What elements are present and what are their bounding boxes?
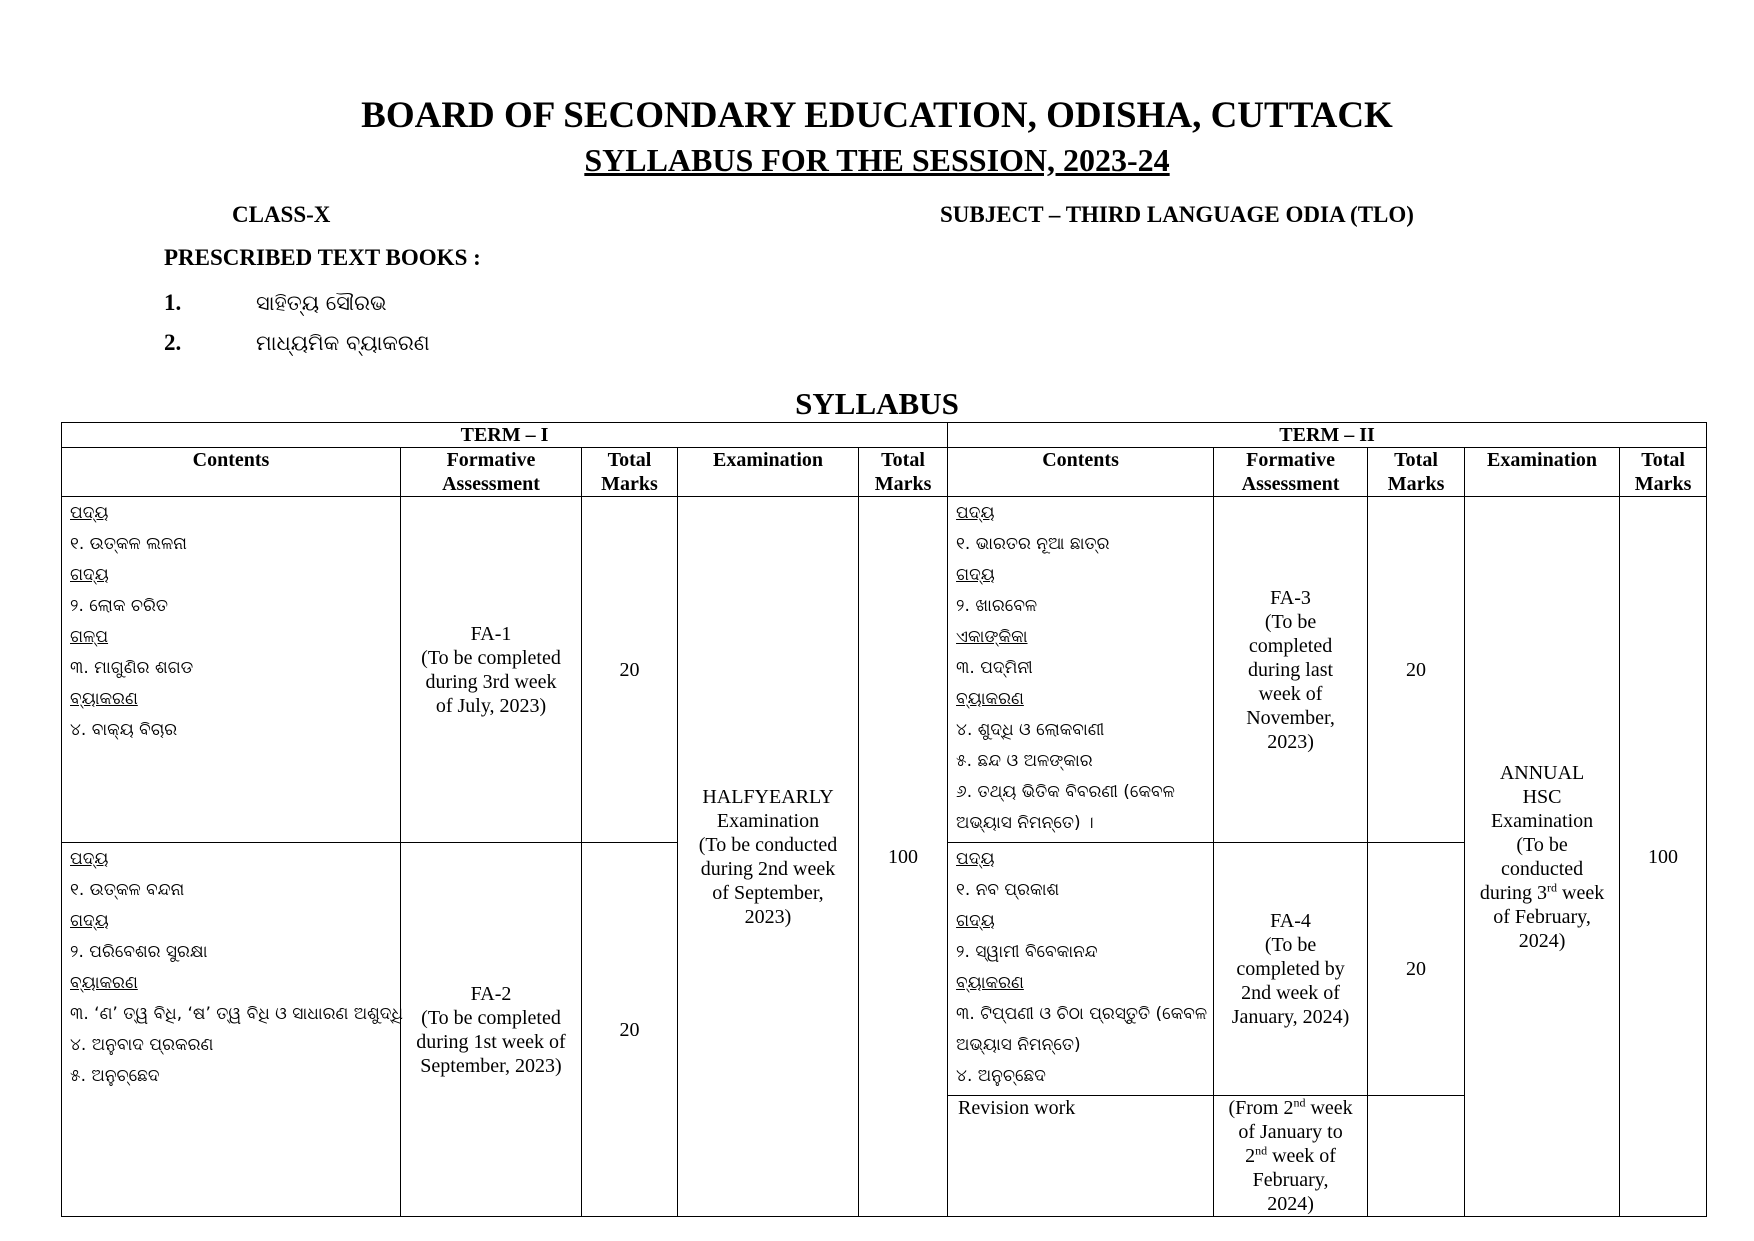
lesson-item: ୪. ଅନୁବାଦ ପ୍ରକରଣ <box>70 1035 214 1055</box>
lesson-item: ଅଭ୍ୟାସ ନିମନ୍ତେ) । <box>956 813 1094 833</box>
session-subtitle: SYLLABUS FOR THE SESSION, 2023-24 <box>584 142 1170 178</box>
lesson-item: ଅଭ୍ୟାସ ନିମନ୍ତେ) <box>956 1035 1081 1055</box>
annual-exam-cell: ANNUAL HSC Examination (To be conducted during 3rd week of February, 2024) <box>1465 497 1620 1217</box>
section-heading: ଗଦ୍ୟ <box>70 565 109 585</box>
cell-line: (To be completed <box>421 1006 561 1029</box>
cell-line: (To be completed <box>421 646 561 669</box>
cell-line: during last <box>1248 658 1334 681</box>
lesson-item: ୪. ଶୁଦ୍ଧି ଓ ଲୋକବାଣୀ <box>956 720 1105 740</box>
cell-line: of September, <box>712 881 824 904</box>
t1-block2-contents <box>62 843 401 1217</box>
t2-block1-contents <box>948 497 1214 843</box>
cell-line: week of <box>1258 682 1323 705</box>
section-heading: ବ୍ୟାକରଣ <box>956 973 1024 993</box>
book-number: 1. <box>164 290 182 315</box>
col-total-marks: Total Marks <box>1620 448 1707 497</box>
lesson-item: ୫. ଛନ୍ଦ ଓ ଅଳଙ୍କାର <box>956 751 1093 771</box>
lesson-item: ୨. ସ୍ୱାମୀ ବିବେକାନନ୍ଦ <box>956 942 1098 962</box>
t2-block2-contents <box>948 843 1214 1096</box>
lesson-item: ୨. ଖାରବେଳ <box>956 596 1038 616</box>
term1-header: TERM – I <box>62 423 948 448</box>
class-label: CLASS-X <box>232 202 331 227</box>
cell-line: Examination <box>716 809 820 832</box>
section-heading: ଗଦ୍ୟ <box>70 911 109 931</box>
term2-header: TERM – II <box>948 423 1707 448</box>
lesson-item: ୬. ତଥ୍ୟ ଭିତିକ ବିବରଣୀ (କେବଳ <box>956 782 1175 802</box>
revision-work: Revision work <box>948 1096 1214 1217</box>
section-heading: ବ୍ୟାକରଣ <box>70 689 138 709</box>
section-heading: ପଦ୍ୟ <box>956 503 995 523</box>
book-name: ମାଧ୍ୟମିକ ବ୍ୟାକରଣ <box>256 331 430 355</box>
board-title: BOARD OF SECONDARY EDUCATION, ODISHA, CUTTACK <box>361 95 1393 136</box>
cell-line: completed <box>1248 634 1333 657</box>
cell-line: 2023) <box>1267 730 1314 753</box>
col-total-marks: Total Marks <box>582 448 678 497</box>
book-item <box>164 290 387 316</box>
section-heading: ଏକାଙ୍କିକା <box>956 627 1028 647</box>
cell-line: January, 2024) <box>1231 1006 1350 1028</box>
books-heading: PRESCRIBED TEXT BOOKS : <box>164 245 481 270</box>
cell-line: November, <box>1246 706 1335 729</box>
section-heading: ପଦ୍ୟ <box>956 849 995 869</box>
cell-line: September, 2023) <box>420 1054 562 1077</box>
fa1-marks: 20 <box>582 497 678 843</box>
lesson-item: ୨. ଲୋକ ଚରିତ <box>70 596 168 616</box>
cell-line: 2023) <box>744 905 792 928</box>
cell-line: during 1st week of <box>416 1030 566 1053</box>
section-heading: ବ୍ୟାକରଣ <box>956 689 1024 709</box>
fa4-marks: 20 <box>1368 843 1465 1096</box>
cell-line: FA-2 <box>470 982 512 1005</box>
cell-line: (To be <box>1264 934 1317 956</box>
section-heading: ବ୍ୟାକରଣ <box>70 973 138 993</box>
cell-line: FA-1 <box>470 622 512 645</box>
section-heading: ଗଦ୍ୟ <box>956 911 995 931</box>
fa4-cell <box>1214 843 1368 1096</box>
lesson-item: ୩. ଟିପ୍ପଣୀ ଓ ଚିଠା ପ୍ରସ୍ତୁତି (କେବଳ <box>956 1004 1208 1024</box>
syllabus-table <box>61 422 1707 1217</box>
lesson-item: ୪. ବାକ୍ୟ ବିଚାର <box>70 720 178 740</box>
book-item <box>164 330 430 356</box>
col-total-marks: Total Marks <box>1368 448 1465 497</box>
lesson-item: ୨. ପରିବେଶର ସୁରକ୍ଷା <box>70 942 208 962</box>
cell-line: during 2nd week <box>700 857 836 880</box>
cell-line: completed by <box>1236 958 1345 980</box>
fa3-marks: 20 <box>1368 497 1465 843</box>
lesson-item: ୧. ଉତ୍କଳ ବନ୍ଦନା <box>70 880 185 900</box>
revision-marks-empty <box>1368 1096 1465 1217</box>
halfyearly-exam-cell <box>678 497 859 1217</box>
col-formative: Formative Assessment <box>401 448 582 497</box>
fa2-cell <box>401 843 582 1217</box>
col-contents: Contents <box>948 448 1214 497</box>
col-examination: Examination <box>678 448 859 497</box>
fa1-cell <box>401 497 582 843</box>
syllabus-heading: SYLLABUS <box>795 386 959 421</box>
cell-line: of July, 2023) <box>435 694 547 717</box>
cell-line: (To be <box>1264 610 1317 633</box>
section-heading: ଗଳ୍ପ <box>70 627 109 647</box>
fa2-marks: 20 <box>582 843 678 1217</box>
fa3-cell <box>1214 497 1368 843</box>
cell-line: 2nd week of <box>1241 982 1340 1004</box>
lesson-item: ୩. ମାଗୁଣିର ଶଗଡ <box>70 658 194 678</box>
col-examination: Examination <box>1465 448 1620 497</box>
subject-label: SUBJECT – THIRD LANGUAGE ODIA (TLO) <box>940 202 1414 227</box>
section-heading: ପଦ୍ୟ <box>70 503 109 523</box>
lesson-item: ୧. ନବ ପ୍ରକାଶ <box>956 880 1060 900</box>
revision-period: (From 2nd week of January to 2nd week of February, 2024) <box>1214 1096 1368 1217</box>
annual-marks: 100 <box>1620 497 1707 1217</box>
section-heading: ଗଦ୍ୟ <box>956 565 995 585</box>
halfyearly-marks: 100 <box>859 497 948 1217</box>
lesson-item: ୧. ଭାରତର ନୂଆ ଛାତ୍ର <box>956 534 1110 554</box>
lesson-item: ୪. ଅନୁଚ୍ଛେଦ <box>956 1066 1046 1086</box>
col-contents: Contents <box>62 448 401 497</box>
col-formative: Formative Assessment <box>1214 448 1368 497</box>
lesson-item: ୩. ‘ଣ’ ତ୍ୱ ବିଧି, ‘ଷ’ ତ୍ୱ ବିଧି ଓ ସାଧାରଣ ଅଶୁଦ୍ଧି <box>70 1004 403 1024</box>
cell-line: HALFYEARLY <box>702 785 834 808</box>
book-number: 2. <box>164 330 182 355</box>
cell-line: FA-3 <box>1270 586 1311 609</box>
col-total-marks: Total Marks <box>859 448 948 497</box>
t1-block1-contents <box>62 497 401 843</box>
lesson-item: ୩. ପଦ୍ମିନୀ <box>956 658 1033 678</box>
lesson-item: ୧. ଉତ୍କଳ ଲଳନା <box>70 534 187 554</box>
cell-line: (To be conducted <box>698 833 838 856</box>
cell-line: during 3rd week <box>425 670 557 693</box>
cell-line: FA-4 <box>1270 910 1311 932</box>
book-name: ସାହିତ୍ୟ ସୌରଭ <box>256 291 387 315</box>
lesson-item: ୫. ଅନୁଚ୍ଛେଦ <box>70 1066 160 1086</box>
section-heading: ପଦ୍ୟ <box>70 849 109 869</box>
